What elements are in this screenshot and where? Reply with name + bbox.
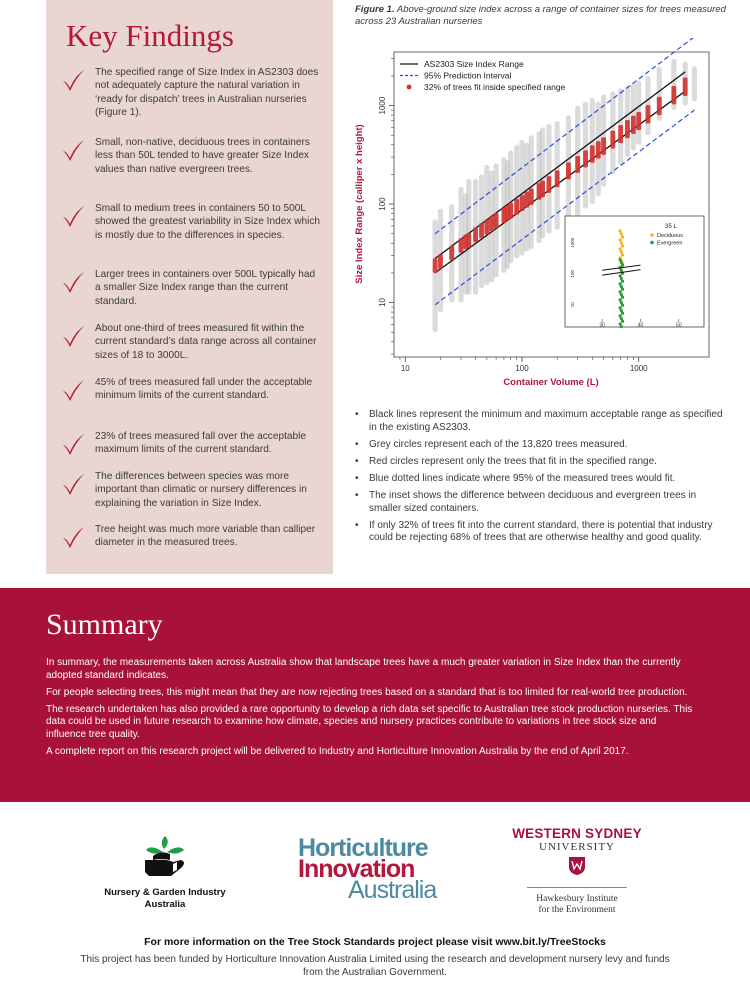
legend-label: 32% of trees fit inside specified range [424,82,566,92]
x-tick-label: 1000 [629,364,648,373]
red-point [520,195,525,211]
red-point [657,97,662,115]
check-icon [60,67,86,93]
red-point [646,105,651,123]
inset-legend-dot [650,241,654,245]
key-findings-panel [46,0,333,574]
summary-paragraph: A complete report on this research project will be delivered to Industry and Horticulture Innovation Australia by the end of April 2017. [46,745,629,757]
hia-logo [298,834,438,904]
inset-deciduous-point [621,253,624,256]
summary-title: Summary [46,608,163,641]
finding-text: Tree height was much more variable than calliper diameter in the measured trees. [95,524,316,549]
note-item: • If only 32% of trees fit into the current standard, there is potential that industry could be rejecting 68% of trees that are otherwise healthy and good quality. [355,520,730,545]
size-index-chart [350,38,730,393]
finding-text: Small to medium trees in containers 50 to 500L showed the greatest variability in Size Index which is mostly due to the differences in species. [95,203,320,241]
red-point [529,188,534,204]
inset-evergreen-point [620,325,623,328]
inset-evergreen-point [621,296,624,299]
red-point [590,145,595,163]
figure-notes [355,409,730,549]
summary-paragraph: In summary, the measurements taken across Australia show that landscape trees have a much greater variation in Size Index than the currently adopted standard indicates. [46,657,681,681]
inset-x-tick-label: 30 [599,322,605,329]
inset-deciduous-point [620,241,623,244]
ngia-logo [90,832,240,911]
red-point [438,254,443,269]
legend-dot-swatch [407,85,412,90]
inset-deciduous-point [620,250,623,253]
inset-evergreen-point [621,288,624,291]
red-point [449,245,454,260]
x-axis-label: Container Volume (L) [503,377,599,388]
red-point [540,181,545,198]
hia-logo-line3: Australia [348,876,437,904]
inset-y-tick-label: 100 [570,269,575,278]
figure-caption-text: Above-ground size index across a range of container sizes for trees measured across 23 Australian nurseries [355,4,726,27]
ngia-logo-line2: Australia [144,899,186,910]
wsu-logo-name: WESTERN SYDNEY [512,826,642,841]
figure-caption [355,4,735,27]
finding-text: 45% of trees measured fall under the acceptable minimum limits of the current standard. [95,377,313,402]
red-point [636,112,641,130]
red-point [583,150,588,167]
legend-label: AS2303 Size Index Range [424,59,524,69]
inset-legend-dot [650,233,654,237]
y-tick-label: 10 [378,298,387,308]
inset-y-tick-label: 10 [570,302,575,308]
more-info-text: For more information on the Tree Stock Standards project please visit www.bit.ly/TreeStocks [144,936,606,948]
check-icon [60,431,86,457]
wsu-institute-line2: for the Environment [538,905,616,915]
red-point [466,233,471,248]
red-point [575,156,580,173]
red-point [459,238,464,253]
inset-evergreen-point [621,280,624,283]
finding-text: 23% of trees measured fall over the acceptable maximum limits of the current standard. [95,431,306,456]
grey-point [692,66,697,101]
y-tick-label: 100 [378,197,387,211]
red-point [473,227,478,242]
ngia-logo-line1: Nursery & Garden Industry [104,887,226,898]
key-findings-title: Key Findings [66,18,234,53]
finding-text: The specified range of Size Index in AS2303 does not adequately capture the natural variation in ‘ready for dispatch’ trees in Australian nurseries (Figure 1). [95,67,319,118]
summary-paragraph: The research undertaken has also provided a rare opportunity to develop a rich data set specific to Australian tree stock production nurseries. This data could be used in future research to examine how climate, species and nursery practices contribute to variations in tree stock size and influence tree quality. [46,703,693,740]
inset-y-tick-label: 1000 [570,237,575,248]
x-tick-label: 10 [400,364,410,373]
y-axis-label: Size Index Range (calliper x height) [354,124,365,284]
x-tick-label: 100 [515,364,529,373]
inset-deciduous-point [619,247,622,250]
red-point [618,125,623,143]
check-icon [60,323,86,349]
inset-evergreen-point [621,320,624,323]
hia-logo-line2: Innovation [298,855,415,883]
check-icon [60,471,86,497]
red-point [547,176,552,193]
summary-section [0,588,750,802]
inset-deciduous-point [619,238,622,241]
figure-label: Figure 1. [355,4,395,15]
check-icon [60,269,86,295]
note-item: • Red circles represent only the trees that fit in the specified range. [355,456,730,469]
summary-paragraph: For people selecting trees, this might mean that they are now rejecting trees based on a standard that is too limited for real-world tree production. [46,686,688,698]
inset-legend-label: Deciduous [657,233,683,239]
note-item: • Blue dotted lines indicate where 95% of the measured trees would fit. [355,473,730,486]
funding-text: This project has been funded by Horticulture Innovation Australia Limited using the research and development nursery levy and funds from the Australian Government. [80,954,670,978]
red-point [508,203,513,219]
red-point [514,199,519,215]
note-item: • Black lines represent the minimum and maximum acceptable range as specified in the existing AS2303. [355,409,730,434]
y-tick-label: 1000 [378,96,387,115]
inset-evergreen-point [621,264,624,267]
inset-legend-label: Evergreen [657,240,683,247]
red-point [555,170,560,187]
finding-text: Small, non-native, deciduous trees in containers less than 50L tended to have greater Size Index values than native evergreen trees. [95,137,310,175]
red-point [601,137,606,155]
inset-title: 35 L [665,224,677,230]
inset-x-tick-label: 50 [676,322,682,329]
check-icon [60,203,86,229]
finding-text: About one-third of trees measured fit within the current standard’s data range across all container sizes of 18 to 3000L. [95,323,317,361]
red-point [610,131,615,149]
shield-icon [568,856,586,876]
grey-point [433,219,438,332]
red-point [625,120,630,138]
inset-evergreen-point [621,304,624,307]
red-point [671,86,676,104]
red-point [566,162,571,179]
inset-x-tick-label: 40 [637,322,644,329]
finding-text: Larger trees in containers over 500L typically had a smaller Size Index range than the current standard. [95,269,316,307]
inset-deciduous-point [620,232,623,235]
summary-body [46,657,696,763]
note-item: • The inset shows the difference between deciduous and evergreen trees in smaller sized containers. [355,490,730,515]
hand-plant-icon [137,832,193,882]
red-point [631,116,636,134]
check-icon [60,377,86,403]
red-point [489,216,494,231]
red-point [479,223,484,238]
red-point [484,219,489,234]
red-point [596,141,601,159]
finding-text: The differences between species was more important than climatic or nursery differences in explaining the variation in Size Index. [95,471,307,509]
inset-chart [565,216,704,329]
wsu-institute-line1: Hawkesbury Institute [536,894,618,904]
wsu-logo [508,826,646,916]
red-point [494,213,499,228]
check-icon [60,524,86,550]
red-point [433,259,438,273]
red-point [683,77,688,96]
inset-deciduous-point [621,244,624,247]
wsu-logo-divider [527,887,627,888]
check-icon [60,137,86,163]
red-point [524,192,529,208]
hia-logo-line1: Horticulture [298,834,428,862]
inset-evergreen-point [621,312,624,315]
wsu-logo-university: UNIVERSITY [539,841,615,853]
inset-deciduous-point [621,235,624,238]
inset-deciduous-point [619,229,622,232]
chart-legend [400,59,566,92]
legend-label: 95% Prediction Interval [424,70,512,81]
inset-frame [565,216,704,327]
note-item: • Grey circles represent each of the 13,820 trees measured. [355,439,730,452]
